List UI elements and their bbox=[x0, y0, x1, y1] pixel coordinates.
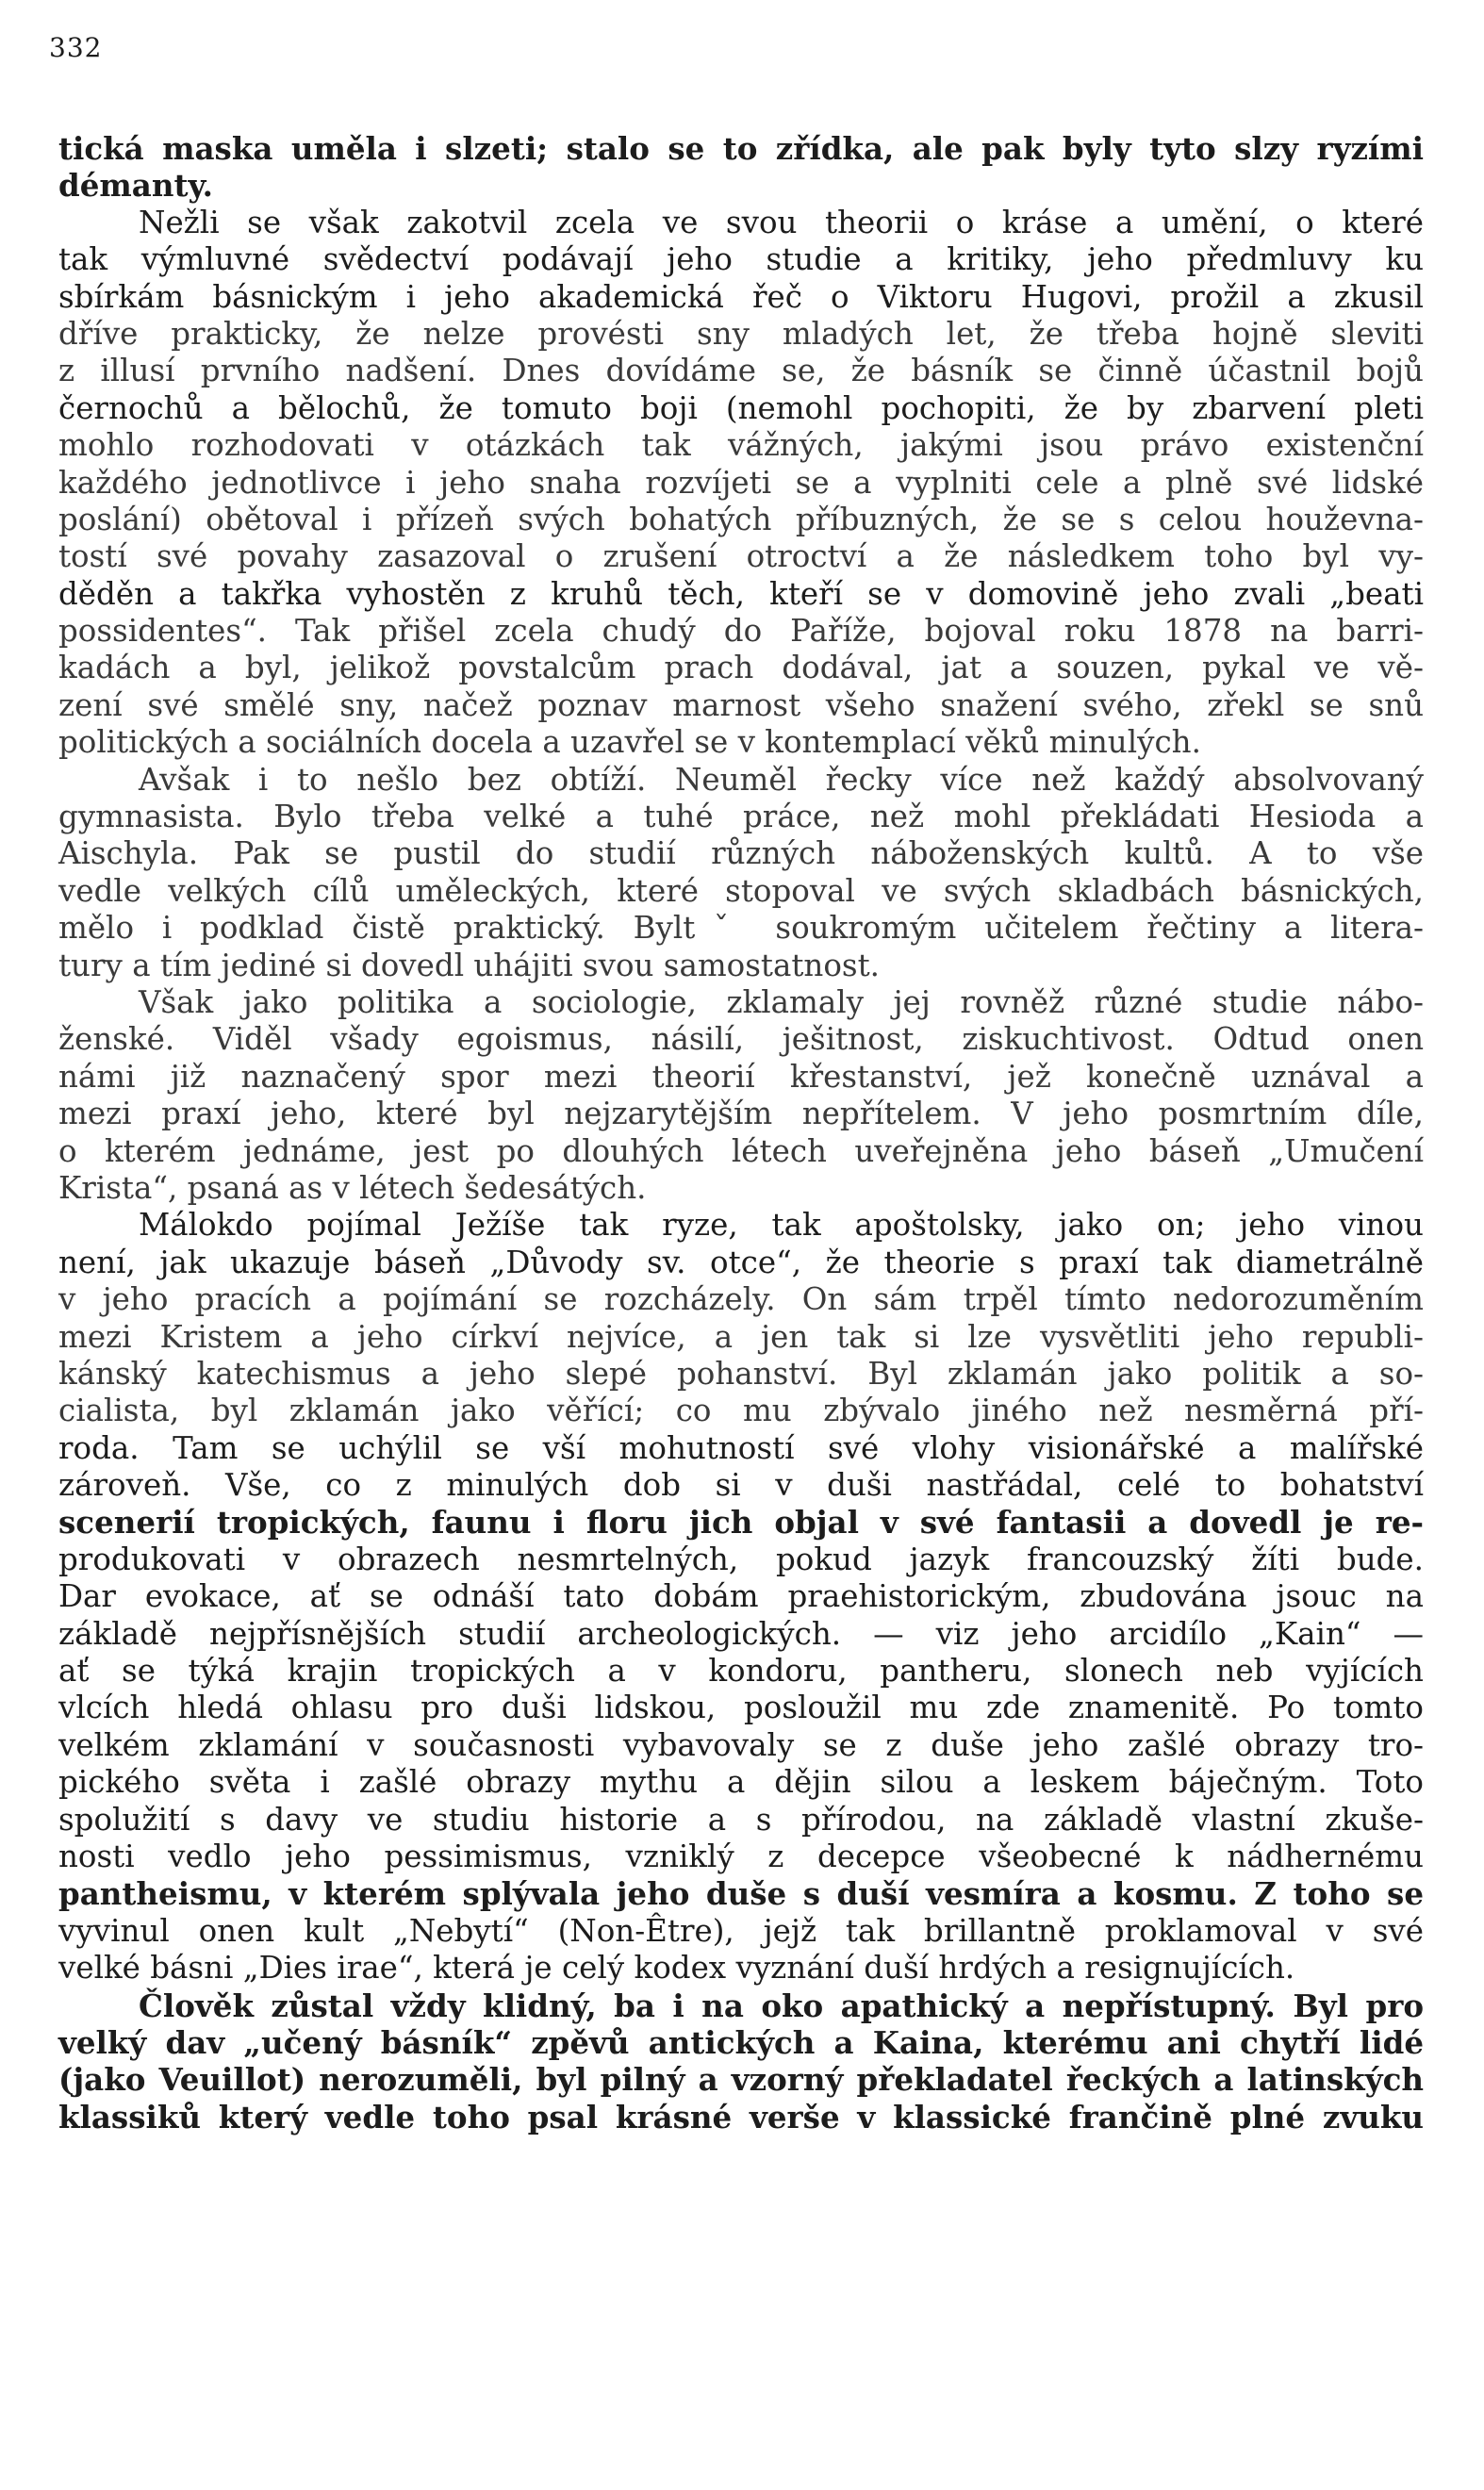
text-line: Však jako politika a sociologie, zklamaly jej rovněž různé studie nábo- bbox=[139, 983, 1424, 1020]
text-line: klassiků který vedle toho psal krásné verše v klassické frančině plné zvuku bbox=[58, 2098, 1424, 2135]
text-line: zároveň. Vše, co z minulých dob si v duši nastřádal, celé to bohatství bbox=[58, 1467, 1424, 1504]
text-line: děděn a takřka vyhostěn z kruhů těch, kteří se v domovině jeho zvali „beati bbox=[58, 575, 1424, 612]
text-line: kadách a byl, jelikož povstalcům prach dodával, jat a souzen, pykal ve vě- bbox=[58, 650, 1424, 686]
text-line: tury a tím jediné si dovedl uhájiti svou samostatnost. bbox=[58, 947, 880, 983]
text-line: vlcích hledá ohlasu pro duši lidskou, posloužil mu zde znamenitě. Po tomto bbox=[58, 1690, 1424, 1726]
body-text bbox=[58, 130, 1424, 2135]
text-line: Člověk zůstal vždy klidný, ba i na oko apathický a nepřístupný. Byl pro bbox=[139, 1987, 1424, 2024]
text-line: velký dav „učený básník“ zpěvů antických a Kaina, kterému ani chytří lidé bbox=[58, 2023, 1424, 2061]
text-line: vedle velkých cílů uměleckých, které stopoval ve svých skladbách básnických, bbox=[58, 872, 1424, 909]
text-line: ať se týká krajin tropických a v kondoru, pantheru, slonech neb vyjících bbox=[58, 1653, 1424, 1690]
text-line: sbírkám básnickým i jeho akademická řeč o Viktoru Hugovi, prožil a zkusil bbox=[58, 278, 1424, 315]
text-line: ženské. Viděl všady egoismus, násilí, ješitnost, ziskuchtivost. Odtud onen bbox=[58, 1021, 1424, 1058]
text-line: roda. Tam se uchýlil se vší mohutností své vlohy visionářské a malířské bbox=[58, 1429, 1424, 1466]
text-line: politických a sociálních docela a uzavřel se v kontemplací věků minulých. bbox=[58, 724, 1201, 761]
text-line: scenerií tropických, faunu i floru jich objal v své fantasii a dovedl je re- bbox=[58, 1504, 1424, 1542]
text-line: tostí své povahy zasazoval o zrušení otroctví a že následkem toho byl vy- bbox=[58, 538, 1424, 575]
text-line: Avšak i to nešlo bez obtíží. Neuměl řecky více než každý absolvovaný bbox=[139, 761, 1424, 798]
text-line: zení své smělé sny, načež poznav marnost všeho snažení svého, zřekl se snů bbox=[58, 686, 1424, 723]
text-line: černochů a bělochů, že tomuto boji (nemohl pochopiti, že by zbarvení pleti bbox=[58, 389, 1424, 426]
text-line: vyvinul onen kult „Nebytí“ (Non-Être), jejž tak brillantně proklamoval v své bbox=[58, 1912, 1424, 1949]
text-line: possidentes“. Tak přišel zcela chudý do Paříže, bojoval roku 1878 na barri- bbox=[58, 613, 1424, 650]
page-number: 332 bbox=[49, 32, 103, 63]
text-line: nosti vedlo jeho pessimismus, vzniklý z decepce všeobecné k nádhernému bbox=[58, 1838, 1424, 1874]
text-line: Dar evokace, ať se odnáší tato dobám praehistorickým, zbudována jsouc na bbox=[58, 1578, 1424, 1615]
text-line: velké básni „Dies irae“, která je celý kodex vyznání duší hrdých a resignujících. bbox=[58, 1950, 1295, 1987]
text-line: pického světa i zašlé obrazy mythu a dějin silou a leskem báječným. Toto bbox=[58, 1764, 1424, 1801]
text-line: velkém zklamání v současnosti vybavovaly se z duše jeho zašlé obrazy tro- bbox=[58, 1726, 1424, 1763]
text-line: démanty. bbox=[58, 167, 213, 205]
text-line: mohlo rozhodovati v otázkách tak vážných, jakými jsou právo existenční bbox=[58, 427, 1424, 464]
text-line: spolužití s davy ve studiu historie a s přírodou, na základě vlastní zkuše- bbox=[58, 1801, 1424, 1838]
text-line: mezi praxí jeho, které byl nejzarytějším nepřítelem. V jeho posmrtním díle, bbox=[58, 1096, 1424, 1132]
text-line: produkovati v obrazech nesmrtelných, pokud jazyk francouzský žíti bude. bbox=[58, 1541, 1424, 1577]
text-line: Krista“, psaná as v létech šedesátých. bbox=[58, 1169, 647, 1206]
text-line: pantheismu, v kterém splývala jeho duše s duší vesmíra a kosmu. Z toho se bbox=[58, 1875, 1424, 1913]
text-line: není, jak ukazuje báseň „Důvody sv. otce“, že theorie s praxí tak diametrálně bbox=[58, 1244, 1424, 1280]
text-line: Nežli se však zakotvil zcela ve svou theorii o kráse a umění, o které bbox=[139, 204, 1424, 240]
text-line: dříve prakticky, že nelze provésti sny mladých let, že třeba hojně sleviti bbox=[58, 315, 1424, 352]
text-line: mělo i podklad čistě praktický. Byltˇ soukromým učitelem řečtiny a litera- bbox=[58, 910, 1424, 947]
text-line: základě nejpřísnějších studií archeologických. — viz jeho arcidílo „Kain“ — bbox=[58, 1615, 1424, 1652]
text-line: tická maska uměla i slzeti; stalo se to zřídka, ale pak byly tyto slzy ryzími bbox=[58, 130, 1424, 167]
text-line: gymnasista. Bylo třeba velké a tuhé práce, než mohl překládati Hesioda a bbox=[58, 799, 1424, 835]
text-line: v jeho pracích a pojímání se rozcházely. On sám trpěl tímto nedorozuměním bbox=[58, 1281, 1424, 1318]
text-line: kánský katechismus a jeho slepé pohanství. Byl zklamán jako politik a so- bbox=[58, 1355, 1424, 1392]
text-line: námi již naznačený spor mezi theorií křestanství, jež konečně uznával a bbox=[58, 1058, 1424, 1095]
text-line: poslání) obětoval i přízeň svých bohatých příbuzných, že se s celou houževna- bbox=[58, 501, 1424, 537]
text-line: (jako Veuillot) nerozuměli, byl pilný a vzorný překladatel řeckých a latinských bbox=[58, 2061, 1424, 2099]
text-line: Málokdo pojímal Ježíše tak ryze, tak apoštolsky, jako on; jeho vinou bbox=[139, 1207, 1424, 1244]
text-line: z illusí prvního nadšení. Dnes dovídáme se, že básník se činně účastnil bojů bbox=[58, 353, 1424, 389]
text-line: mezi Kristem a jeho církví nejvíce, a jen tak si lze vysvětliti jeho republi- bbox=[58, 1318, 1424, 1355]
text-line: každého jednotlivce i jeho snaha rozvíjeti se a vyplniti cele a plně své lidské bbox=[58, 464, 1424, 501]
text-line: o kterém jednáme, jest po dlouhých létech uveřejněna jeho báseň „Umučení bbox=[58, 1132, 1424, 1169]
text-line: cialista, byl zklamán jako věřící; co mu zbývalo jiného než nesměrná pří- bbox=[58, 1393, 1424, 1429]
text-line: Aischyla. Pak se pustil do studií různých náboženských kultů. A to vše bbox=[58, 835, 1424, 872]
text-line: tak výmluvné svědectví podávají jeho studie a kritiky, jeho předmluvy ku bbox=[58, 241, 1424, 278]
